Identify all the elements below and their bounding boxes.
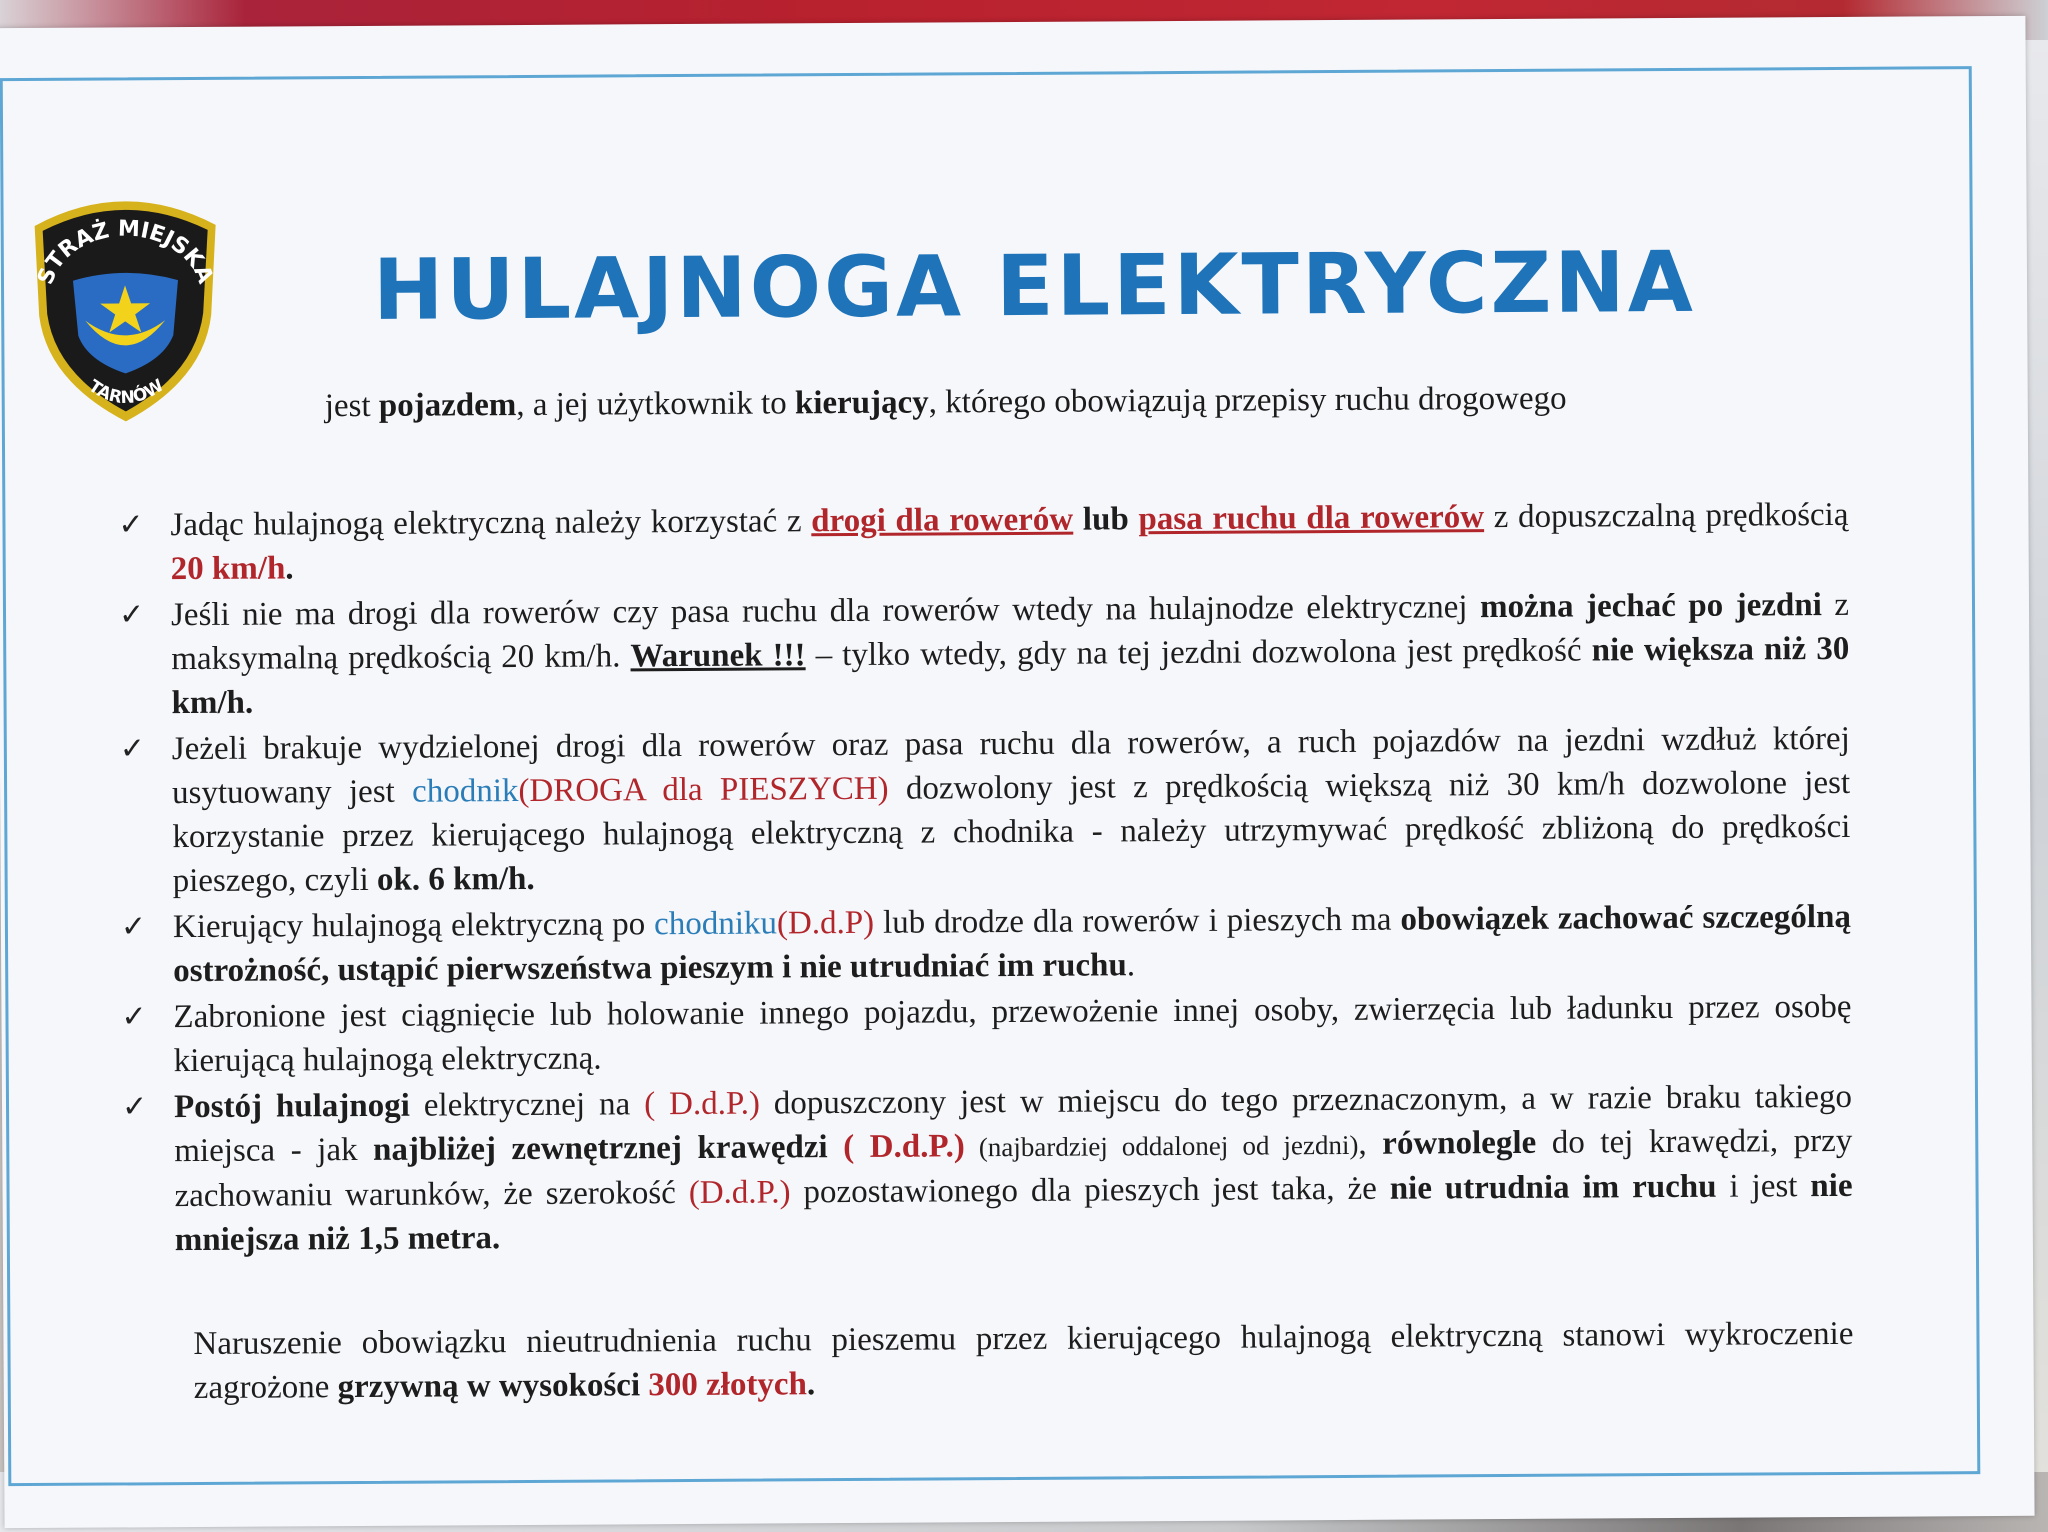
warning-text: Warunek !!! xyxy=(630,637,806,675)
sidewalk-text: chodnik xyxy=(411,773,519,810)
rule-text: z maksymalną prędkością 20 km/h. xyxy=(171,586,1850,678)
rule-text: Zabronione jest ciągnięcie lub holowanie innego pojazdu, przewożenie innej osoby, zwierzęcia lub ładunku przez osobę kierującą hulajnogą elektryczną. xyxy=(173,988,1852,1080)
subtitle-bold-2: kierujący xyxy=(794,384,929,422)
rule-bold: najbliżej zewnętrznej krawędzi xyxy=(372,1129,828,1168)
rule-text: Jadąc hulajnogą elektryczną należy korzystać z xyxy=(170,503,812,544)
rule-bold: nie mniejsza niż 1,5 metra. xyxy=(174,1167,1853,1259)
rule-text: do tej krawędzi, przy zachowaniu warunków, że szerokość xyxy=(174,1122,1853,1215)
rule-bold: nie większa niż 30 km/h. xyxy=(171,630,1850,722)
rule-item-5 xyxy=(121,985,1852,1084)
rule-text: elektrycznej na xyxy=(409,1086,645,1124)
fine-amount: 300 złotych xyxy=(648,1366,807,1404)
rule-text: lub drodze dla rowerów i pieszych ma xyxy=(873,901,1401,941)
note-bold: grzywną w wysokości xyxy=(337,1367,649,1406)
ddp-text: ( D.d.P.) xyxy=(644,1085,760,1123)
rule-text: i jest xyxy=(1716,1168,1811,1205)
rule-text: – tylko wtedy, gdy na tej jezdni dozwolona jest prędkość xyxy=(805,632,1592,674)
ddp-text: ( D.d.P.) xyxy=(827,1128,965,1166)
rule-item-3 xyxy=(120,717,1851,904)
rule-bold: . xyxy=(285,550,294,587)
subtitle xyxy=(325,381,1567,426)
note-text: Naruszenie obowiązku nieutrudnienia ruchu pieszemu przez kierującego hulajnogą elektryczną stanowi wykroczenie zagrożone xyxy=(193,1315,1854,1407)
rule-bold: ok. 6 km/h. xyxy=(376,860,535,898)
checkmark-icon: ✓ xyxy=(118,507,144,543)
rule-text: dopuszczony jest w miejscu do tego przeznaczonym, a w razie braku takiego miejsca - jak xyxy=(174,1078,1853,1170)
rule-bold: równolegle xyxy=(1382,1124,1537,1162)
ddp-text: (D.d.P.) xyxy=(688,1174,791,1212)
rule-text: . xyxy=(1126,947,1136,984)
rule-text: Jeżeli brakuje wydzielonej drogi dla rowerów oraz pasa ruchu dla rowerów, a ruch pojazdów na jezdni wzdłuż której usytuowany jest xyxy=(171,720,1850,812)
subtitle-text-2: , a jej użytkownik to xyxy=(516,385,796,424)
rule-bold: nie utrudnia im ruchu xyxy=(1389,1168,1717,1207)
checkmark-icon: ✓ xyxy=(119,731,146,767)
rule-text: z dopuszczalną prędkością xyxy=(1483,496,1849,536)
logo-bottom-text: TARNÓW xyxy=(84,375,168,409)
rules-list xyxy=(118,493,1853,1265)
rule-item-4 xyxy=(121,895,1852,994)
rule-text: , xyxy=(1358,1125,1383,1162)
rule-bold: obowiązek zachować szczególną ostrożność, ustąpić pierwszeństwa pieszym i nie utrudniać im ruchu xyxy=(173,898,1852,990)
rule-item-6 xyxy=(122,1075,1853,1263)
checkmark-icon: ✓ xyxy=(118,597,145,633)
rule-bold: Postój hulajnogi xyxy=(173,1087,410,1126)
rule-bold: lub xyxy=(1073,501,1139,538)
page-title: HULAJNOGA ELEKTRYCZNA xyxy=(372,232,1696,339)
checkmark-icon: ✓ xyxy=(120,909,147,945)
bike-lane-text: pasa ruchu dla rowerów xyxy=(1138,499,1485,538)
straz-miejska-logo xyxy=(22,185,228,426)
poster-sheet xyxy=(0,16,2035,1528)
subtitle-bold-1: pojazdem xyxy=(378,387,517,424)
bike-path-text: drogi dla rowerów xyxy=(811,501,1074,540)
rule-bold: można jechać po jezdni xyxy=(1479,587,1822,626)
checkmark-icon: ✓ xyxy=(121,1089,148,1125)
rule-text: pozostawionego dla pieszych jest taka, że xyxy=(790,1170,1390,1211)
rule-text: dozwolony jest z prędkością większą niż 30 km/h dozwolone jest korzystanie przez kierującego hulajnogą elektryczną z chodnika - należy utrzymywać prędkość zbliżoną do prędkości pieszego, czyli xyxy=(172,764,1851,900)
logo-top-text: STRAŻ MIEJSKA xyxy=(33,216,218,288)
rule-item-1 xyxy=(118,493,1849,592)
fine-note xyxy=(193,1312,1854,1410)
rule-small-text: (najbardziej oddalonej od jezdni) xyxy=(964,1129,1359,1163)
rule-item-2 xyxy=(119,583,1850,726)
rule-text: Jeśli nie ma drogi dla rowerów czy pasa ruchu dla rowerów wtedy na hulajnodze elektrycznej xyxy=(170,589,1481,634)
speed-limit-20: 20 km/h xyxy=(170,550,286,588)
subtitle-text-1: jest xyxy=(324,387,379,425)
note-bold: . xyxy=(806,1366,816,1403)
ddp-text: (D.d.P) xyxy=(776,904,875,942)
rule-text: Kierujący hulajnogą elektryczną po xyxy=(172,906,655,946)
sidewalk-text: chodniku xyxy=(654,905,778,943)
pedestrian-road-text: (DROGA dla PIESZYCH) xyxy=(518,770,889,810)
subtitle-text-3: , którego obowiązują przepisy ruchu drogowego xyxy=(928,380,1567,421)
checkmark-icon: ✓ xyxy=(121,999,147,1035)
